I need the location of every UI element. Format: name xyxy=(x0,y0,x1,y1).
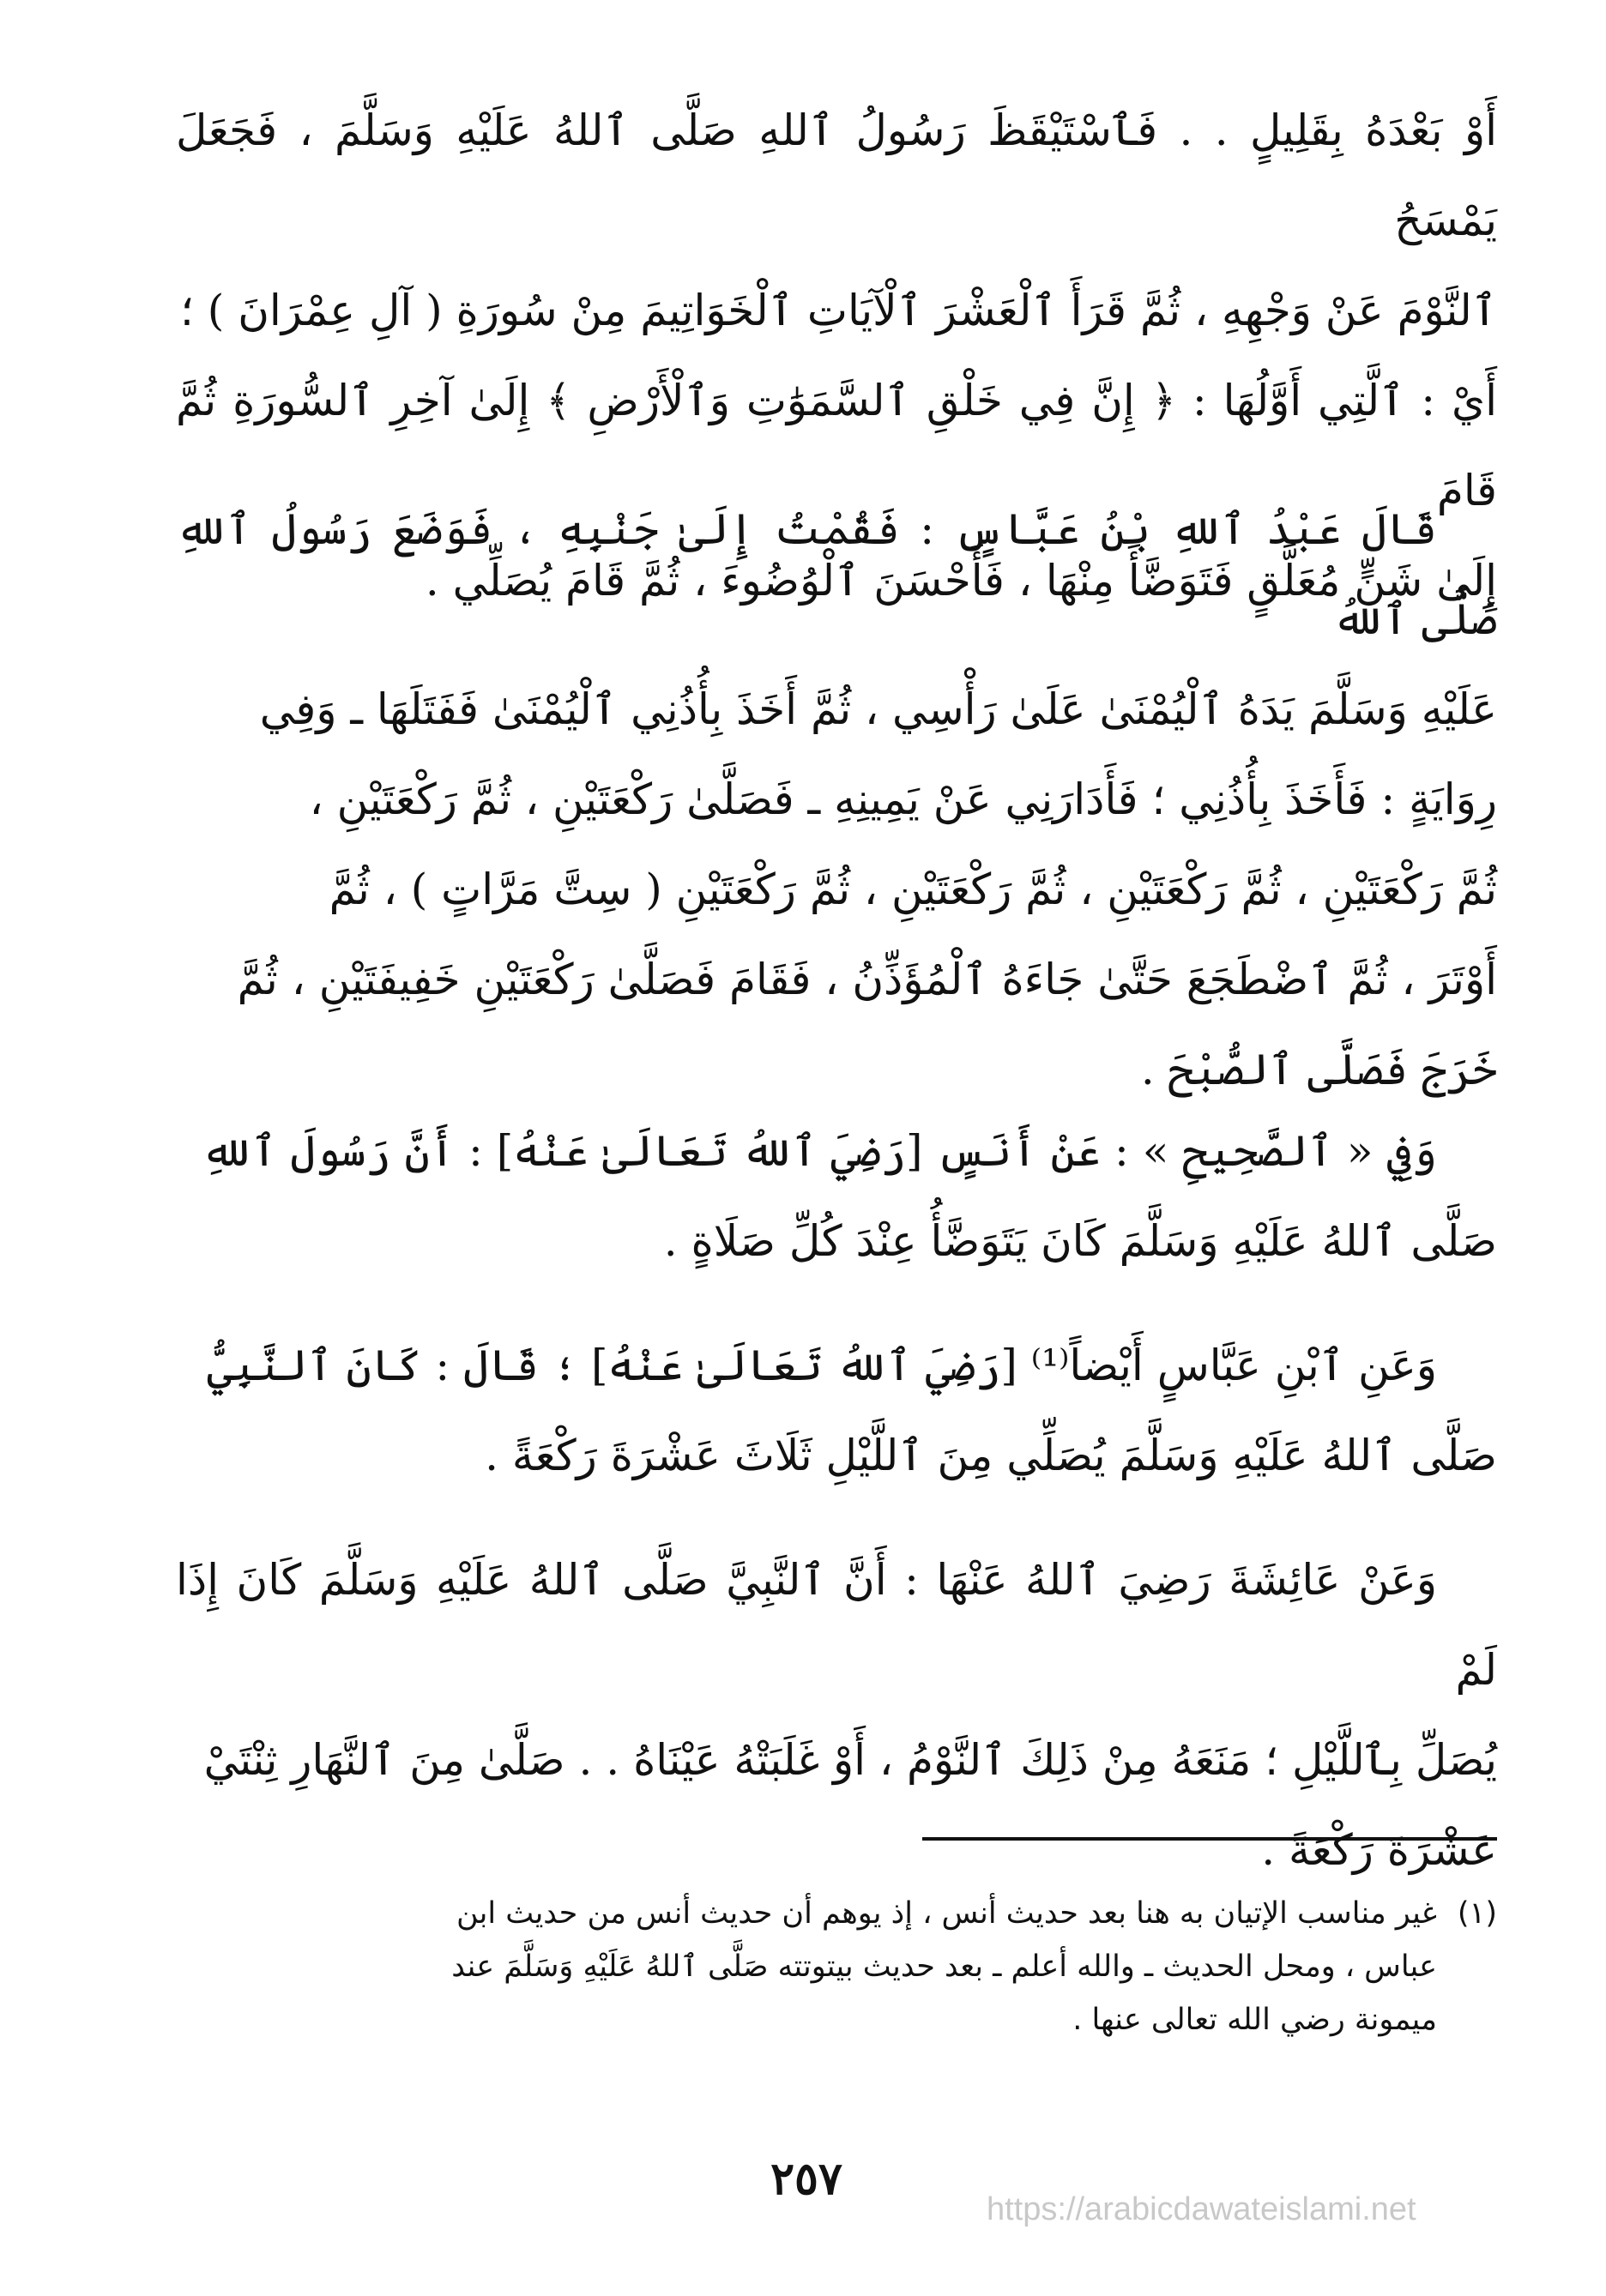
text-line: وَعَنِ ٱبْنِ عَبَّاسٍ أَيْضاً⁽¹⁾ [رَضِيَ ٱللهُ تَعَالَىٰ عَنْهُ] ؛ قَالَ : كَانَ ٱلنَّبِيُّ xyxy=(207,1341,1437,1390)
text-line: صَلَّى ٱللهُ عَلَيْهِ وَسَلَّمَ كَانَ يَتَوَضَّأُ عِنْدَ كُلِّ صَلَاةٍ . xyxy=(663,1216,1497,1266)
paragraph-5 xyxy=(176,1535,1497,1895)
footnote xyxy=(176,1887,1497,2046)
text-line: أَوْتَرَ ، ثُمَّ ٱضْطَجَعَ حَتَّىٰ جَاءَهُ ٱلْمُؤَذِّنُ ، فَقَامَ فَصَلَّىٰ رَكْعَتَيْنِ خَفِيفَتَيْنِ ، ثُمَّ xyxy=(237,955,1497,1004)
paragraph-4 xyxy=(176,1321,1497,1501)
footnote-text: غير مناسب الإتيان به هنا بعد حديث أنس ، إذ يوهم أن حديث أنس من حديث ابن xyxy=(456,1896,1437,1931)
text-line: ثُمَّ رَكْعَتَيْنِ ، ثُمَّ رَكْعَتَيْنِ ، ثُمَّ رَكْعَتَيْنِ ، ثُمَّ رَكْعَتَيْنِ ( سِتَّ مَرَّاتٍ ) ، ثُمَّ xyxy=(329,865,1497,914)
footnote-separator xyxy=(922,1837,1497,1841)
text-line: عَشْرَةَ رَكْعَةً . xyxy=(1261,1825,1497,1875)
text-line: أَيْ : ٱلَّتِي أَوَّلُهَا : ﴿ إِنَّ فِي خَلْقِ ٱلسَّمَوَٰتِ وَٱلْأَرْضِ ﴾ إِلَىٰ آخِرِ ٱلسُّورَةِ ثُمَّ قَامَ xyxy=(176,376,1497,515)
footnote-text: عباس ، ومحل الحديث ـ والله أعلم ـ بعد حديث بيتوتته صَلَّى ٱللهُ عَلَيْهِ وَسَلَّمَ عند xyxy=(451,1949,1437,1984)
footnote-text: ميمونة رضي الله تعالى عنها . xyxy=(1072,2003,1437,2037)
text-line: أَوْ بَعْدَهُ بِقَلِيلٍ . . فَٱسْتَيْقَظَ رَسُولُ ٱللهِ صَلَّى ٱللهُ عَلَيْهِ وَسَلَّمَ ، فَجَعَلَ يَمْسَحُ xyxy=(176,105,1497,245)
text-line: رِوَايَةٍ : فَأَخَذَ بِأُذُنِي ؛ فَأَدَارَنِي عَنْ يَمِينِهِ ـ فَصَلَّىٰ رَكْعَتَيْنِ ، ثُمَّ رَكْعَتَيْنِ ، xyxy=(309,774,1497,824)
footnote-first-line xyxy=(176,1887,1497,1940)
text-line: عَلَيْهِ وَسَلَّمَ يَدَهُ ٱلْيُمْنَىٰ عَلَىٰ رَأْسِي ، ثُمَّ أَخَذَ بِأُذُنِي ٱلْيُمْنَىٰ فَفَتَلَهَا ـ وَفِي xyxy=(259,684,1497,734)
text-line: إِلَىٰ شَنٍّ مُعَلَّقٍ فَتَوَضَّأَ مِنْهَا ، فَأَحْسَنَ ٱلْوُضُوءَ ، ثُمَّ قَامَ يُصَلِّي . xyxy=(425,556,1497,606)
page-number: ٢٥٧ xyxy=(770,2153,842,2205)
text-line: خَرَجَ فَصَلَّى ٱلصُّبْحَ . xyxy=(1140,1045,1497,1094)
text-line: صَلَّى ٱللهُ عَلَيْهِ وَسَلَّمَ يُصَلِّي مِنَ ٱللَّيْلِ ثَلَاثَ عَشْرَةَ رَكْعَةً . xyxy=(485,1431,1497,1480)
text-line: وَعَنْ عَائِشَةَ رَضِيَ ٱللهُ عَنْهَا : أَنَّ ٱلنَّبِيَّ صَلَّى ٱللهُ عَلَيْهِ وَسَلَّمَ كَانَ إِذَا لَمْ xyxy=(176,1555,1497,1695)
text-line: قَالَ عَبْدُ ٱللهِ بْنُ عَبَّاسٍ : فَقُمْتُ إِلَىٰ جَنْبِهِ ، فَوَضَعَ رَسُولُ ٱللهِ صَلَّى ٱللهُ xyxy=(176,504,1497,644)
paragraph-2 xyxy=(176,485,1497,1115)
footnote-marker: (١) xyxy=(1457,1896,1497,1931)
paragraph-3 xyxy=(176,1106,1497,1287)
text-line: وَفِي « ٱلصَّحِيحِ » : عَنْ أَنَسٍ [رَضِيَ ٱللهُ تَعَالَىٰ عَنْهُ] : أَنَّ رَسُولَ ٱللهِ xyxy=(201,1126,1437,1176)
text-line: ٱلنَّوْمَ عَنْ وَجْهِهِ ، ثُمَّ قَرَأَ ٱلْعَشْرَ ٱلْآيَاتِ ٱلْخَوَاتِيمَ مِنْ سُورَةِ ( آلِ عِمْرَانَ ) ؛ xyxy=(180,286,1497,335)
watermark-url: https://arabicdawateislami.net xyxy=(987,2191,1416,2227)
text-line: يُصَلِّ بِٱللَّيْلِ ؛ مَنَعَهُ مِنْ ذَلِكَ ٱلنَّوْمُ ، أَوْ غَلَبَتْهُ عَيْنَاهُ . . صَلَّىٰ مِنَ ٱلنَّهَارِ ثِنْتَيْ xyxy=(203,1735,1497,1785)
